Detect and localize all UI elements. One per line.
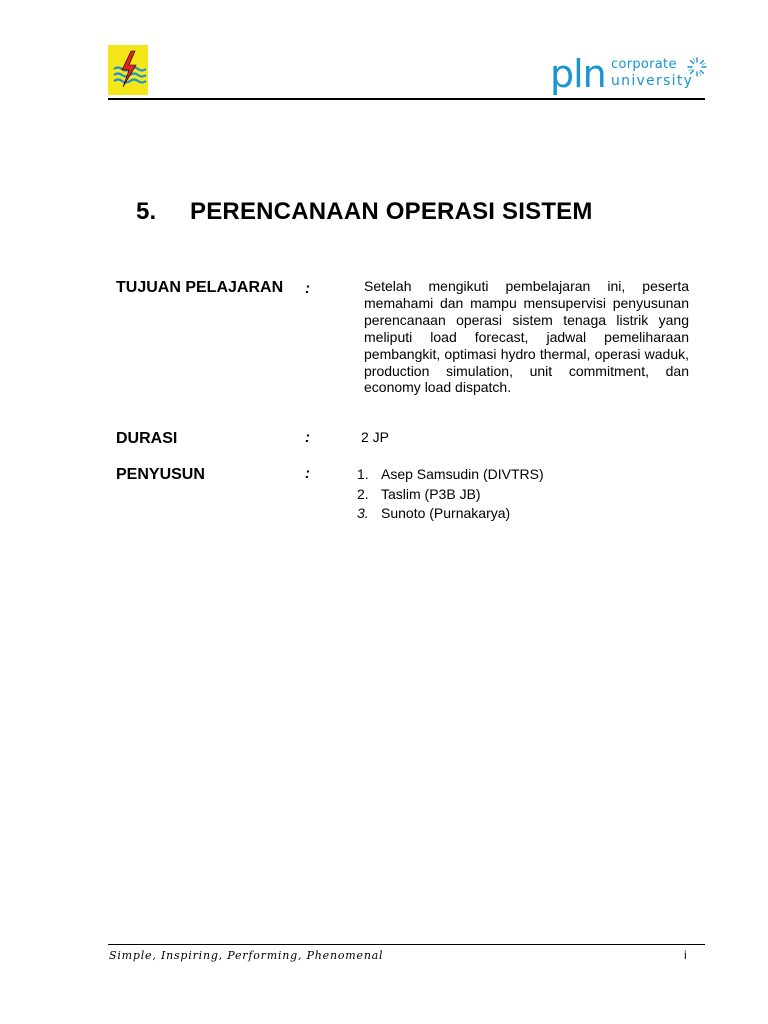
footer-divider [108,944,705,945]
logo-line-university: university [611,73,694,89]
pln-corporate-university-logo [550,52,710,96]
authors-colon: : [305,465,310,482]
author-name: Sunoto (Purnakarya) [381,505,511,521]
chapter-title-text: PERENCANAAN OPERASI SISTEM [190,198,593,225]
logo-word: pln [550,52,606,96]
list-item [357,485,544,505]
pln-lightning-logo-icon [108,45,148,95]
author-name: Taslim (P3B JB) [381,485,481,502]
list-number: 2. [357,485,369,502]
list-number: 3. [357,505,369,521]
objective-colon: : [305,280,310,297]
page-number: i [684,948,687,962]
starburst-icon [687,57,707,77]
list-item [357,465,544,485]
objective-label: TUJUAN PELAJARAN [116,279,284,296]
duration-value: 2 JP [361,429,390,445]
author-name: Asep Samsudin (DIVTRS) [381,466,544,482]
footer-motto: Simple, Inspiring, Performing, Phenomenal [109,949,384,962]
logo-line-corporate: corporate [611,57,677,72]
authors-list [357,465,544,524]
chapter-title [136,198,593,226]
list-item [357,504,544,524]
authors-label: PENYUSUN [116,466,205,483]
duration-colon: : [305,429,310,446]
duration-label: DURASI [116,430,178,447]
objective-text: Setelah mengikuti pembelajaran ini, peserta memahami dan mampu mensupervisi penyusunan perencanaan operasi sistem tenaga listrik yang meliputi load forecast, jadwal pemeliharaan pembangkit, optimasi hydro thermal, operasi waduk, production simulation, unit commitment, dan economy load dispatch. [364,278,689,396]
header-divider [108,98,705,100]
chapter-number: 5. [136,198,157,225]
list-number: 1. [357,466,369,482]
